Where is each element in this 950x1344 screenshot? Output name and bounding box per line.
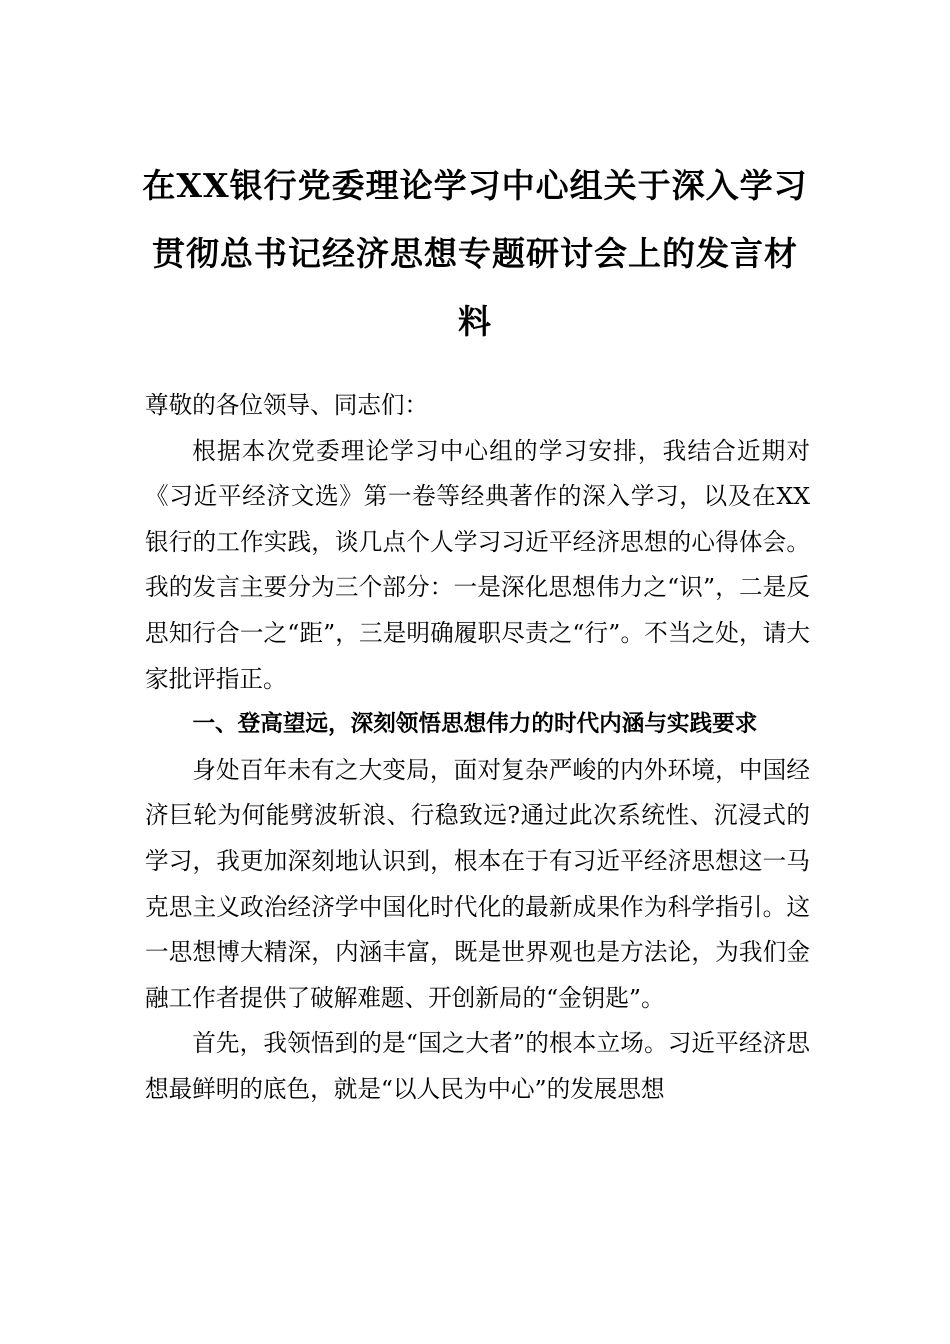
section-paragraph-2: 首先，我领悟到的是“国之大者”的根本立场。习近平经济思想最鲜明的底色，就是“以人民为中心”的发展思想: [145, 1029, 810, 1103]
document-title: 在XX银行党委理论学习中心组关于深入学习贯彻总书记经济思想专题研讨会上的发言材料: [142, 166, 808, 341]
section-heading: 一、登高望远，深刻领悟思想伟力的时代内涵与实践要求: [192, 711, 758, 738]
salutation: 尊敬的各位领导、同志们：: [145, 391, 429, 419]
section-paragraph-1: 身处百年未有之大变局，面对复杂严峻的内外环境，中国经济巨轮为何能劈波斩浪、行稳致远?通过此次系统性、沉浸式的学习，我更加深刻地认识到，根本在于有习近平经济思想这一马克思主义政治经济学中国化时代化的最新成果作为科学指引。这一思想博大精深，内涵丰富，既是世界观也是方法论，为我们金融工作者提供了破解难题、开创新局的“金钥匙”。: [145, 755, 810, 1012]
intro-paragraph: 根据本次党委理论学习中心组的学习安排，我结合近期对《习近平经济文选》第一卷等经典著作的深入学习，以及在XX银行的工作实践，谈几点个人学习习近平经济思想的心得体会。我的发言主要分为三个部分：一是深化思想伟力之“识”，二是反思知行合一之“距”，三是明确履职尽责之“行”。不当之处，请大家批评指正。: [145, 436, 810, 693]
document-body: [145, 383, 810, 1113]
